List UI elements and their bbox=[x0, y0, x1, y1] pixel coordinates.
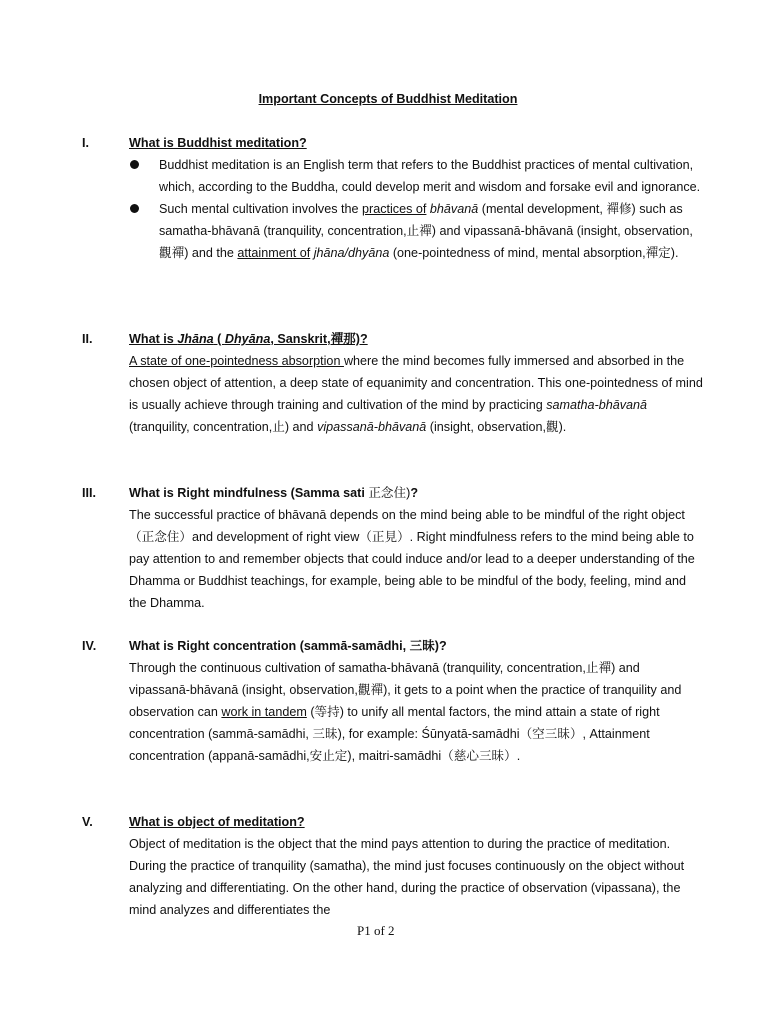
list-item bbox=[129, 198, 703, 264]
section-5-heading: What is object of meditation? bbox=[129, 815, 305, 829]
section-5-numeral: V. bbox=[82, 815, 93, 829]
section-2-content bbox=[129, 328, 703, 438]
section-2-body: A state of one-pointedness absorption where the mind becomes fully immersed and absorbed in the chosen object of attention, a deep state of equanimity and concentration. This one-pointedness of mind is usually achieve through training and cultivation of the mind by practicing samatha-bhāvanā (tranquility, concentration,止) and vipassanā-bhāvanā (insight, observation,觀). bbox=[129, 354, 703, 434]
italic-term: jhāna/dhyāna bbox=[313, 246, 390, 260]
bullet-text: Such mental cultivation involves the practices of bhāvanā (mental development, 禪修) such as samatha-bhāvanā (tranquility, concentration,止禪) and vipassanā-bhāvanā (insight, observation,觀禪) and the attainment of jhāna/dhyāna (one-pointedness of mind, mental absorption,禪定). bbox=[159, 202, 693, 260]
section-3-numeral: III. bbox=[82, 486, 96, 500]
bullet-icon bbox=[130, 204, 139, 213]
section-2-heading: What is Jhāna ( Dhyāna, Sanskrit,禪那)? bbox=[129, 332, 368, 346]
italic-term: samatha-bhāvanā bbox=[546, 398, 648, 412]
section-5-content bbox=[129, 811, 703, 921]
section-4-content bbox=[129, 635, 703, 767]
section-1-numeral: I. bbox=[82, 136, 89, 150]
section-3-body: The successful practice of bhāvanā depends on the mind being able to be mindful of the right object （正念住）and development of right view（正見）. Right mindfulness refers to the mind being able to pay attention to and remember objects that could induce and/or lead to a deeper understanding of the Dhamma or Buddhist teachings, for example, being able to be mindful of the body, feeling, mind and the Dhamma. bbox=[129, 508, 695, 610]
underlined-term: work in tandem bbox=[221, 705, 307, 719]
bullet-icon bbox=[130, 160, 139, 169]
section-1-bullet-list bbox=[129, 154, 703, 264]
underlined-term: practices of bbox=[362, 202, 427, 216]
section-3-heading: What is Right mindfulness (Samma sati 正念住)? bbox=[129, 486, 419, 500]
page-number: P1 of 2 bbox=[357, 923, 395, 938]
list-item bbox=[129, 154, 703, 198]
section-3-content bbox=[129, 482, 703, 614]
section-1-heading: What is Buddhist meditation? bbox=[129, 136, 307, 150]
section-1-content bbox=[129, 132, 703, 264]
underlined-term: attainment of bbox=[237, 246, 311, 260]
section-4-numeral: IV. bbox=[82, 639, 97, 653]
bullet-text: Buddhist meditation is an English term that refers to the Buddhist practices of mental cultivation, which, according to the Buddha, could develop merit and wisdom and forsake evil and ignorance. bbox=[159, 158, 701, 194]
section-4-body: Through the continuous cultivation of samatha-bhāvanā (tranquility, concentration,止禪) and vipassanā-bhāvanā (insight, observation,觀禪), it gets to a point when the practice of tranquility and observation can work in tandem (等持) to unify all mental factors, the mind attain a state of right concentration (sammā-samādhi, 三昧), for example: Śūnyatā-samādhi（空三昧）, Attainment concentration (appanā-samādhi,安止定), maitri-samādhi（慈心三昧）. bbox=[129, 661, 682, 763]
underlined-term: A state of one-pointedness absorption bbox=[129, 354, 344, 368]
document-title: Important Concepts of Buddhist Meditation bbox=[258, 92, 518, 106]
section-5-body: Object of meditation is the object that the mind pays attention to during the practice of meditation. During the practice of tranquility (samatha), the mind just focuses continuously on the object without analyzing and differentiating. On the other hand, during the practice of observation (vipassana), the mind analyzes and differentiates the bbox=[129, 837, 685, 917]
italic-term: bhāvanā bbox=[429, 202, 479, 216]
italic-term: vipassanā-bhāvanā bbox=[317, 420, 427, 434]
section-2-numeral: II. bbox=[82, 332, 93, 346]
section-4-heading: What is Right concentration (sammā-samādhi, 三昧)? bbox=[129, 639, 447, 653]
